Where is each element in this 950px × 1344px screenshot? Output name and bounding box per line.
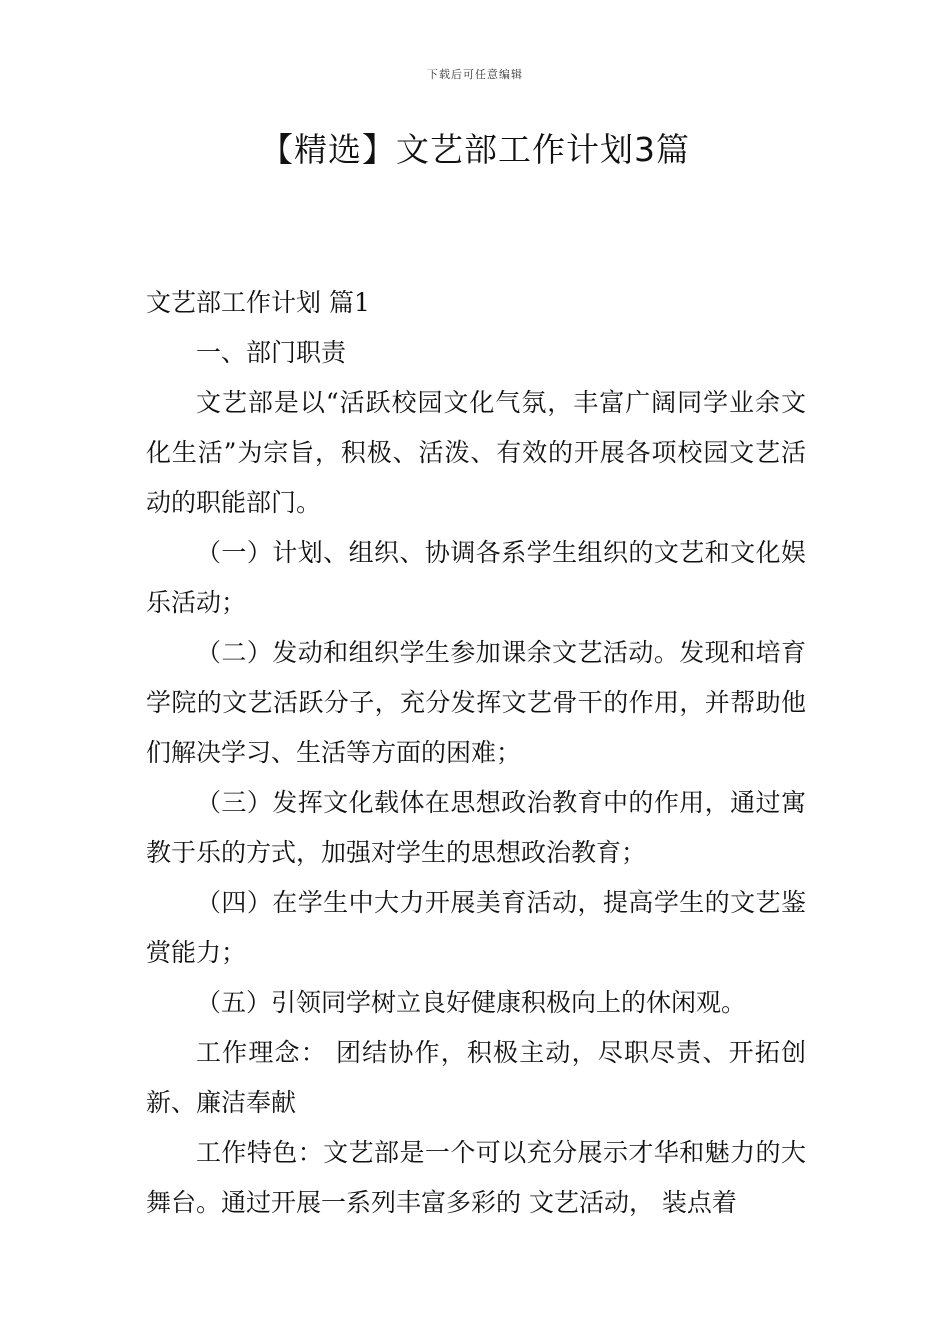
subsection-heading: 一、部门职责 xyxy=(196,338,347,367)
duty-item: （五）引领同学树立良好健康积极向上的休闲观。 xyxy=(196,988,747,1017)
duty-item: （四）在学生中大力开展美育活动，提高学生的文艺鉴赏能力； xyxy=(146,888,806,967)
document-body xyxy=(146,278,806,1228)
duty-item: （二）发动和组织学生参加课余文艺活动。发现和培育学院的文艺活跃分子，充分发挥文艺骨干的作用，并帮助他们解决学习、生活等方面的困难； xyxy=(146,638,806,767)
work-philosophy: 工作理念： 团结协作，积极主动，尽职尽责、开拓创新、廉洁奉献 xyxy=(146,1038,806,1117)
document-title: 【精选】文艺部工作计划3篇 xyxy=(260,130,690,169)
duty-item: （三）发挥文化载体在思想政治教育中的作用，通过寓教于乐的方式，加强对学生的思想政治教育； xyxy=(146,788,806,867)
header-note: 下载后可任意编辑 xyxy=(427,68,523,81)
section-heading: 文艺部工作计划 篇1 xyxy=(146,288,370,317)
work-features: 工作特色：文艺部是一个可以充分展示才华和魅力的大舞台。通过开展一系列丰富多彩的 文艺活动， 装点着 xyxy=(146,1138,806,1217)
body-paragraph: 文艺部是以“活跃校园文化气氛，丰富广阔同学业余文化生活”为宗旨，积极、活泼、有效的开展各项校园文艺活动的职能部门。 xyxy=(146,388,806,517)
duty-item: （一）计划、组织、协调各系学生组织的文艺和文化娱乐活动； xyxy=(146,538,806,617)
